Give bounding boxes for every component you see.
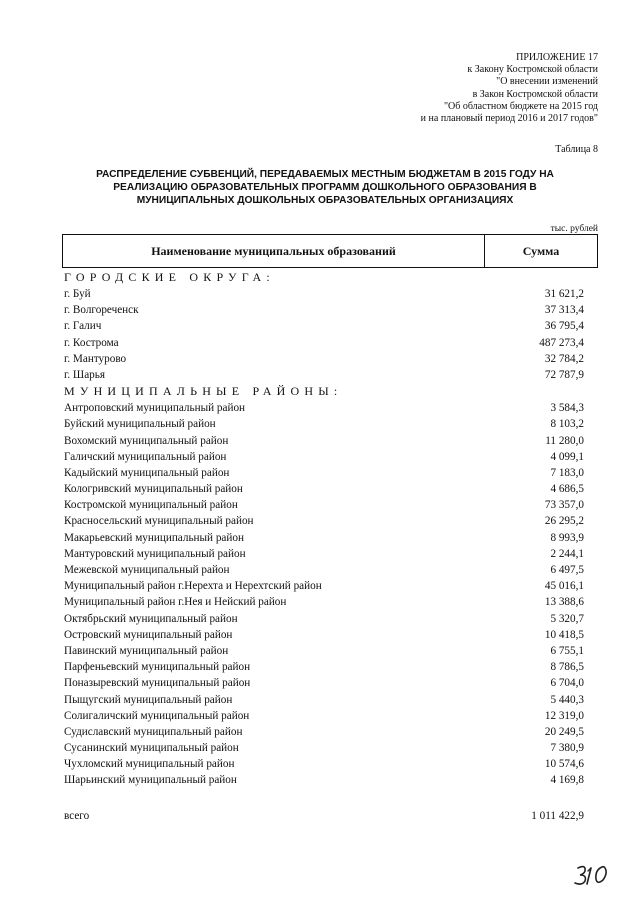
municipality-name: Вохомский муниципальный район xyxy=(64,434,229,447)
municipality-name: г. Мантурово xyxy=(64,352,127,365)
amount-value: 10 418,5 xyxy=(544,628,584,641)
municipality-name: г. Буй xyxy=(64,288,91,300)
table-row xyxy=(64,286,584,302)
amount-value: 73 357,0 xyxy=(544,499,584,512)
table-row xyxy=(64,497,584,513)
amount-value: 6 497,5 xyxy=(550,564,584,576)
municipality-name: Октябрьский муниципальный район xyxy=(64,612,238,625)
municipality-name: Сусанинский муниципальный район xyxy=(64,742,239,755)
municipality-name: Антроповский муниципальный район xyxy=(64,402,246,415)
amount-value: 8 993,9 xyxy=(550,531,584,544)
municipality-name: г. Кострома xyxy=(64,336,119,349)
title-line: РАСПРЕДЕЛЕНИЕ СУБВЕНЦИЙ, ПЕРЕДАВАЕМЫХ МЕСТНЫМ БЮДЖЕТАМ В 2015 ГОДУ НА xyxy=(96,169,554,180)
municipality-name: Кологривский муниципальный район xyxy=(64,483,243,496)
total-label: всего xyxy=(64,810,90,822)
amount-value: 487 273,4 xyxy=(539,336,584,349)
appendix-line: к Закону Костромской области xyxy=(467,64,598,76)
title-line: МУНИЦИПАЛЬНЫХ ДОШКОЛЬНЫХ ОБРАЗОВАТЕЛЬНЫХ ОРГАНИЗАЦИЯХ xyxy=(136,195,514,206)
municipality-name: Галичский муниципальный район xyxy=(64,450,227,463)
section-heading: ГОРОДСКИЕ ОКРУГА: xyxy=(64,270,275,284)
municipality-name: Солигаличский муниципальный район xyxy=(64,709,250,722)
handwritten-page-number xyxy=(572,862,616,888)
amount-value: 5 320,7 xyxy=(550,612,584,625)
amount-value: 6 755,1 xyxy=(550,644,584,657)
table-row xyxy=(64,513,584,529)
amount-value: 26 295,2 xyxy=(544,515,584,528)
amount-value: 11 280,0 xyxy=(545,434,584,447)
amount-value: 20 249,5 xyxy=(544,725,584,738)
table-row xyxy=(64,740,584,756)
table-row xyxy=(64,351,584,367)
amount-value: 8 103,2 xyxy=(550,418,584,431)
table-number: Таблица 8 xyxy=(555,144,598,155)
municipality-name: Костромской муниципальный район xyxy=(64,499,238,512)
table-row xyxy=(64,643,584,659)
municipality-name: Павинский муниципальный район xyxy=(64,644,229,657)
table-row xyxy=(64,659,584,675)
amount-value: 2 244,1 xyxy=(550,547,584,560)
table-row xyxy=(64,481,584,497)
municipality-name: Красносельский муниципальный район xyxy=(64,515,254,528)
municipality-name: Шарьинский муниципальный район xyxy=(64,774,237,787)
column-header-sum: Сумма xyxy=(522,243,560,258)
table-body xyxy=(64,269,584,789)
amount-value: 12 319,0 xyxy=(544,709,584,722)
appendix-line: ПРИЛОЖЕНИЕ 17 xyxy=(516,52,598,63)
table-row xyxy=(64,675,584,691)
municipality-name: Кадыйский муниципальный район xyxy=(64,466,230,479)
amount-value: 36 795,4 xyxy=(544,320,584,333)
municipality-name: Судиславский муниципальный район xyxy=(64,725,243,738)
municipality-name: Парфеньевский муниципальный район xyxy=(64,661,251,674)
amount-value: 4 169,8 xyxy=(550,774,584,787)
municipality-name: Межевской муниципальный район xyxy=(64,564,230,576)
table-row xyxy=(64,594,584,610)
table-row xyxy=(64,756,584,772)
document-title xyxy=(60,168,590,207)
amount-value: 13 388,6 xyxy=(544,596,584,609)
table-row xyxy=(64,318,584,334)
municipality-name: г. Шарья xyxy=(64,368,106,381)
table-row xyxy=(64,724,584,740)
table-row xyxy=(64,627,584,643)
appendix-line: "О внесении изменений xyxy=(496,76,598,88)
table-row xyxy=(64,772,584,788)
table-row xyxy=(64,708,584,724)
table-row xyxy=(64,465,584,481)
title-line: РЕАЛИЗАЦИЮ ОБРАЗОВАТЕЛЬНЫХ ПРОГРАММ ДОШКОЛЬНОГО ОБРАЗОВАНИЯ В xyxy=(113,182,537,193)
table-row xyxy=(64,562,584,578)
municipality-name: Пыщугский муниципальный район xyxy=(64,693,233,706)
municipality-name: Мантуровский муниципальный район xyxy=(64,547,246,560)
municipality-name: Поназыревский муниципальный район xyxy=(64,677,251,690)
amount-value: 4 686,5 xyxy=(550,483,584,496)
table-row xyxy=(64,302,584,318)
municipality-name: Чухломский муниципальный район xyxy=(64,758,235,771)
amount-value: 32 784,2 xyxy=(544,352,584,365)
amount-value: 5 440,3 xyxy=(550,693,584,706)
table-row xyxy=(64,449,584,465)
table-row xyxy=(64,611,584,627)
municipality-name: г. Волгореченск xyxy=(64,304,139,317)
column-header-name: Наименование муниципальных образований xyxy=(63,235,485,267)
amount-value: 8 786,5 xyxy=(550,661,584,674)
table-row xyxy=(64,546,584,562)
amount-value: 72 787,9 xyxy=(544,368,584,381)
municipality-name: Островский муниципальный район xyxy=(64,628,233,641)
amount-value: 7 380,9 xyxy=(550,742,584,755)
amount-value: 31 621,2 xyxy=(544,288,584,300)
appendix-line: "Об областном бюджете на 2015 год xyxy=(443,100,598,112)
section-heading: МУНИЦИПАЛЬНЫЕ РАЙОНЫ: xyxy=(64,384,343,399)
table-row xyxy=(64,530,584,546)
table-header xyxy=(62,234,598,268)
table-row xyxy=(64,416,584,432)
table-row xyxy=(64,335,584,351)
appendix-header xyxy=(421,52,598,125)
amount-value: 7 183,0 xyxy=(550,466,584,479)
amount-value: 4 099,1 xyxy=(550,450,584,463)
total-row xyxy=(64,808,584,824)
table-row xyxy=(64,692,584,708)
amount-value: 10 574,6 xyxy=(544,758,584,771)
amount-value: 45 016,1 xyxy=(544,580,584,593)
municipality-name: Макарьевский муниципальный район xyxy=(64,531,244,544)
municipality-name: Буйский муниципальный район xyxy=(64,418,216,431)
table-row xyxy=(64,367,584,383)
amount-value: 3 584,3 xyxy=(550,402,584,415)
amount-value: 37 313,4 xyxy=(544,304,584,317)
municipality-name: Муниципальный район г.Нея и Нейский район xyxy=(64,596,287,609)
amount-value: 6 704,0 xyxy=(550,677,584,690)
units-label: тыс. рублей xyxy=(550,224,598,234)
table-row xyxy=(64,433,584,449)
appendix-line: и на плановый период 2016 и 2017 годов" xyxy=(420,113,598,125)
municipality-name: г. Галич xyxy=(64,320,102,333)
municipality-name: Муниципальный район г.Нерехта и Нерехтский район xyxy=(64,580,322,593)
table-row xyxy=(64,578,584,594)
table-row xyxy=(64,400,584,416)
appendix-line: в Закон Костромской области xyxy=(472,88,598,100)
total-value: 1 011 422,9 xyxy=(531,810,584,822)
